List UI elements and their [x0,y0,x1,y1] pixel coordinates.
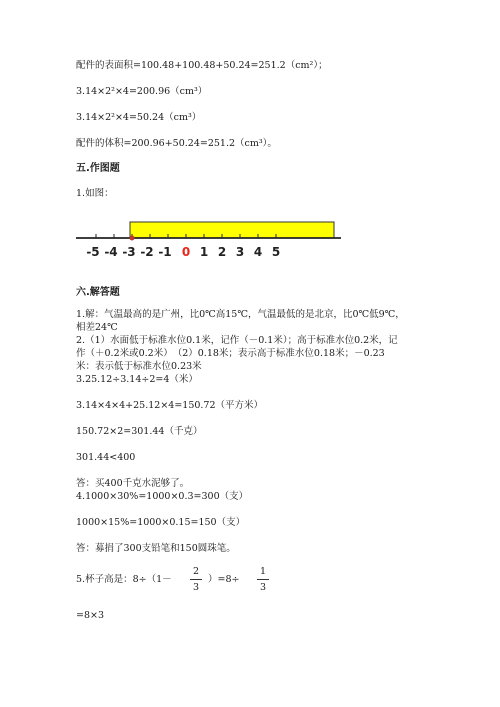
fraction-two-thirds [188,566,204,593]
fraction-one-third [255,566,271,593]
surface-area-line: 配件的表面积=100.48+100.48+50.24=251.2（cm²）； [76,60,328,71]
calc-line-1: 3.14×2²×4=200.96（cm³） [76,86,208,97]
drawing-intro: 1.如图： [76,188,114,199]
answer-1-line-2: 相差24℃ [76,322,118,333]
tick-label: 4 [253,245,263,259]
tick-label: 1 [199,245,209,259]
answer-5-line-1a: 5.杯子高是：8÷（1－ [76,574,172,585]
section-heading-5: 五.作图题 [76,163,120,174]
calc-line-2: 3.14×2²×4=50.24（cm³） [76,112,202,123]
answer-3-line-2: 3.14×4×4+25.12×4=150.72（平方米） [76,400,264,411]
answer-4-conclusion: 答：募捐了300支铅笔和150圆珠笔。 [76,543,236,554]
fraction-numerator: 2 [192,566,200,577]
fraction-numerator: 1 [259,566,267,577]
tick-label: -3 [122,245,136,259]
highlight-region [130,222,334,238]
number-line-figure [76,210,346,260]
tick-label: -1 [158,245,172,259]
answer-3-line-1: 3.25.12÷3.14÷2=4（米） [76,374,198,385]
answer-5-line-1b: ）=8÷ [208,574,240,585]
answer-4-line-2: 1000×15%=1000×0.15=150（支） [76,517,246,528]
answer-3-line-4: 301.44<400 [76,452,136,463]
start-point [130,236,135,241]
tick-label: -4 [104,245,118,259]
tick-label: 3 [235,245,245,259]
tick-label: -2 [140,245,154,259]
answer-2-line-3: 米：表示低于标准水位0.23米 [76,361,202,372]
answer-1-line-1: 1.解：气温最高的是广州，比0℃高15℃，气温最低的是北京，比0℃低9℃， [76,309,405,320]
fraction-denominator: 3 [192,582,200,593]
answer-2-line-2: 作（＋0.2米或0.2米） （2）0.18米；表示高于标准水位0.18米；－0.23 [76,348,385,359]
tick-label: -5 [86,245,100,259]
section-heading-6: 六.解答题 [76,287,120,298]
answer-3-line-3: 150.72×2=301.44（千克） [76,426,203,437]
answer-4-line-1: 4.1000×30%=1000×0.3=300（支） [76,491,249,502]
tick-label: 5 [271,245,281,259]
answer-3-conclusion: 答：买400千克水泥够了。 [76,478,190,489]
answer-2-line-1: 2.（1）水面低于标准水位0.1米，记作（－0.1米）；高于标准水位0.2米，记 [76,335,398,346]
tick-label: 2 [217,245,227,259]
zero-label: 0 [181,245,191,259]
volume-line: 配件的体积=200.96+50.24=251.2（cm³）。 [76,138,277,149]
fraction-denominator: 3 [259,582,267,593]
answer-5-line-2: =8×3 [76,610,105,621]
